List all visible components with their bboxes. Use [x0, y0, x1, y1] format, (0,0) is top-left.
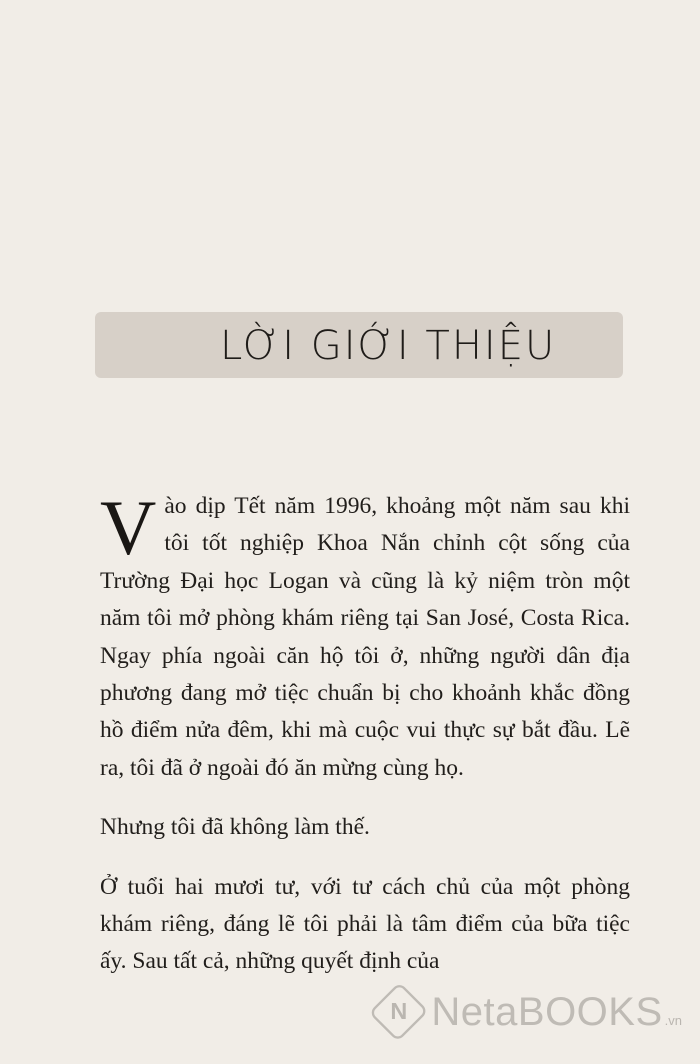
paragraph-3: Ở tuổi hai mươi tư, với tư cách chủ của một phòng khám riêng, đáng lẽ tôi phải là tâm điểm của bữa tiệc ấy. Sau tất cả, những quyết định của [100, 873, 630, 975]
body-text [100, 484, 630, 981]
paragraph-1 [100, 484, 630, 787]
watermark [372, 982, 682, 1042]
watermark-domain: .vn [664, 1013, 682, 1028]
watermark-logo-icon: N [369, 982, 429, 1042]
paragraph-1-text: ào dịp Tết năm 1996, khoảng một năm sau khi tôi tốt nghiệp Khoa Nắn chỉnh cột sống của Trường Đại học Logan và cũng là kỷ niệm tròn một năm tôi mở phòng khám riêng tại San José, Costa Rica. Ngay phía ngoài căn hộ tôi ở, những người dân địa phương đang mở tiệc chuẩn bị cho khoảnh khắc đồng hồ điểm nửa đêm, khi mà cuộc vui thực sự bắt đầu. Lẽ ra, tôi đã ở ngoài đó ăn mừng cùng họ. [100, 493, 630, 781]
paragraph-2: Nhưng tôi đã không làm thế. [100, 814, 370, 841]
show-through-header [230, 38, 670, 52]
watermark-brand: NetaBOOKS [431, 989, 663, 1034]
chapter-title: LỜI GIỚI THIỆU [220, 323, 557, 369]
drop-cap: V [100, 484, 157, 571]
